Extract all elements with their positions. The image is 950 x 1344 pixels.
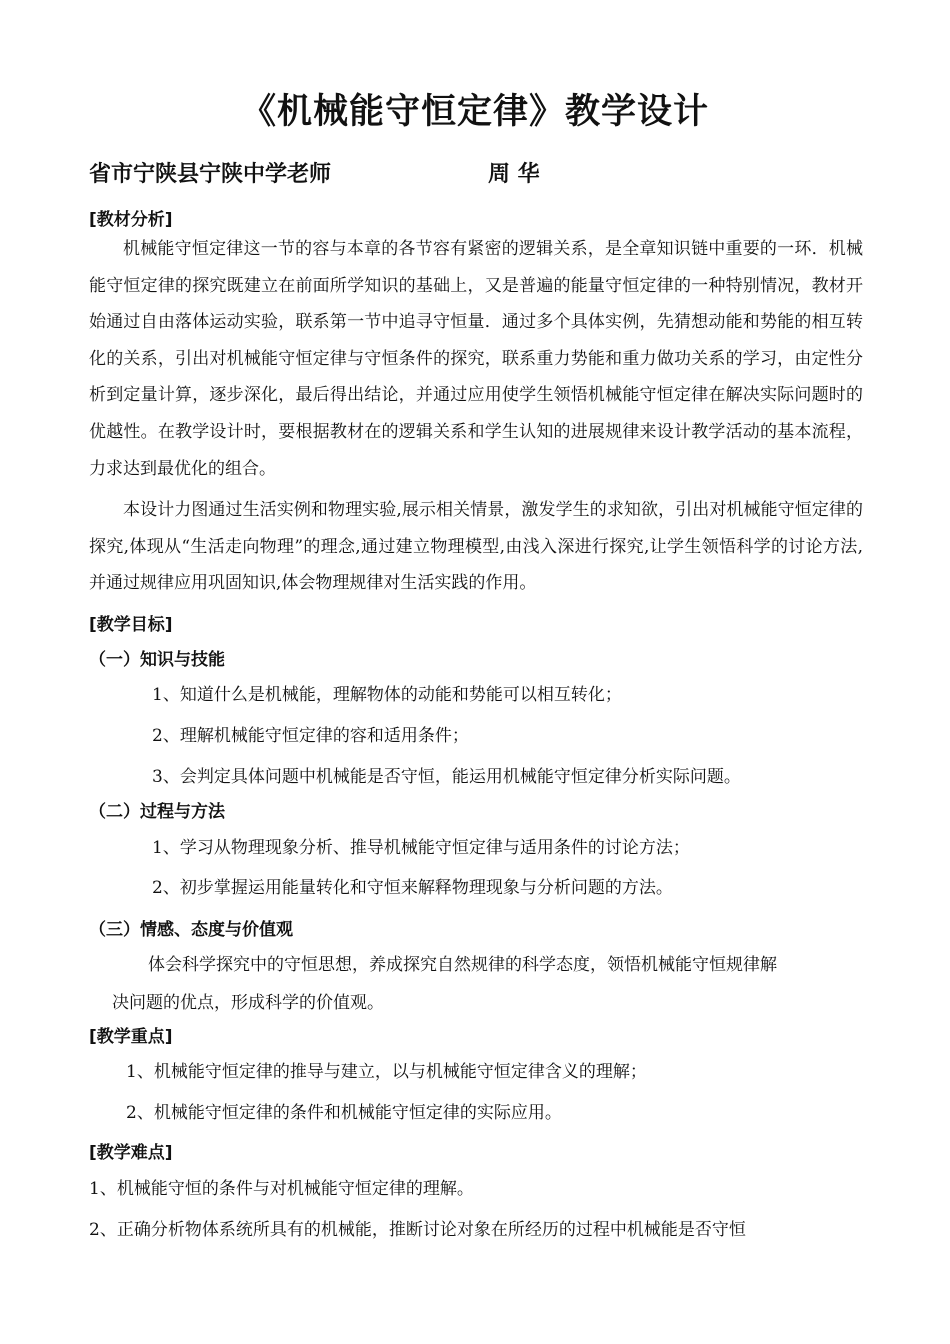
emotion-line-2: 决问题的优点，形成科学的价值观。 (112, 993, 384, 1013)
author-name: 周 华 (488, 162, 540, 187)
analysis-paragraph-1: 机械能守恒定律这一节的容与本章的各节容有紧密的逻辑关系，是全章知识链中重要的一环．机械能守恒定律的探究既建立在前面所学知识的基础上，又是普遍的能量守恒定律的一种特别情况，教材开始通过自由落体运动实验，联系第一节中追寻守恒量．通过多个具体实例，先猜想动能和势能的相互转化的关系，引出对机械能守恒定律与守恒条件的探究，联系重力势能和重力做功关系的学习，由定性分析到定量计算，逐步深化，最后得出结论，并通过应用使学生领悟机械能守恒定律在解决实际问题时的优越性。在教学设计时，要根据教材在的逻辑关系和学生认知的进展规律来设计教学活动的基本流程，力求达到最优化的组合。 (89, 239, 863, 479)
difficulty-item-1: 1、机械能守恒的条件与对机械能守恒定律的理解。 (89, 1179, 474, 1199)
heading-objectives: [教学目标] (89, 615, 173, 635)
keypoint-item-2: 2、机械能守恒定律的条件和机械能守恒定律的实际应用。 (126, 1103, 562, 1123)
subheading-process: （二）过程与方法 (89, 802, 225, 822)
author-affiliation: 省市宁陕县宁陕中学老师 (89, 162, 332, 187)
knowledge-item-1: 1、知道什么是机械能，理解物体的动能和势能可以相互转化； (152, 685, 622, 705)
knowledge-item-3: 3、会判定具体问题中机械能是否守恒，能运用机械能守恒定律分析实际问题。 (152, 767, 741, 787)
heading-analysis: [教材分析] (89, 210, 173, 230)
keypoint-item-1: 1、机械能守恒定律的推导与建立，以与机械能守恒定律含义的理解； (126, 1062, 647, 1082)
analysis-paragraph-2: 本设计力图通过生活实例和物理实验,展示相关情景，激发学生的求知欲，引出对机械能守恒定律的探究,体现从“生活走向物理”的理念,通过建立物理模型,由浅入深进行探究,让学生领悟科学的讨论方法,并通过规律应用巩固知识,体会物理规律对生活实践的作用。 (89, 500, 863, 594)
process-item-2: 2、初步掌握运用能量转化和守恒来解释物理现象与分析问题的方法。 (152, 878, 673, 898)
knowledge-item-2: 2、理解机械能守恒定律的容和适用条件； (152, 726, 469, 746)
subheading-knowledge: （一）知识与技能 (89, 650, 225, 670)
difficulty-item-2: 2、正确分析物体系统所具有的机械能，推断讨论对象在所经历的过程中机械能是否守恒 (89, 1220, 746, 1240)
heading-keypoints: [教学重点] (89, 1027, 173, 1047)
subheading-emotion: （三）情感、态度与价值观 (89, 920, 293, 940)
heading-difficulties: [教学难点] (89, 1143, 173, 1163)
process-item-1: 1、学习从物理现象分析、推导机械能守恒定律与适用条件的讨论方法； (152, 838, 690, 858)
emotion-line-1: 体会科学探究中的守恒思想，养成探究自然规律的科学态度，领悟机械能守恒规律解 (148, 955, 777, 975)
page-title: 《机械能守恒定律》教学设计 (240, 92, 709, 132)
